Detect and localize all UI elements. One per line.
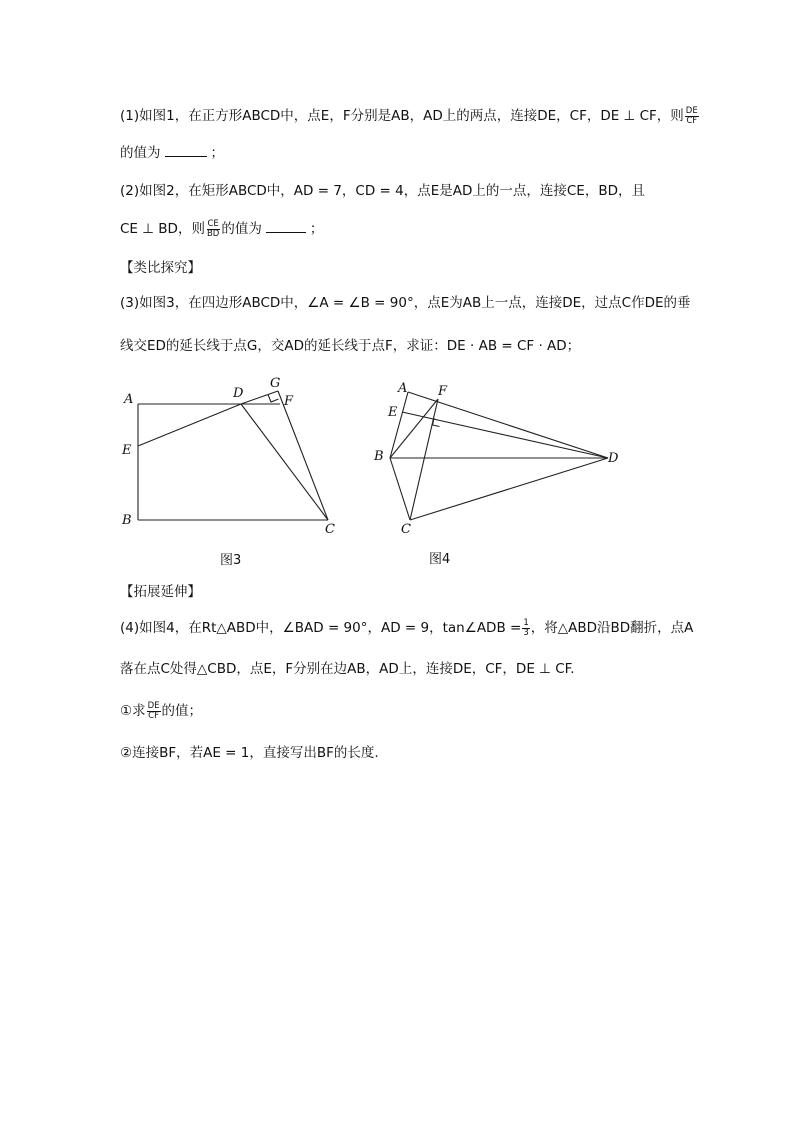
segment-ED xyxy=(138,404,241,446)
label-E: E xyxy=(388,405,398,420)
label-B: B xyxy=(374,449,384,464)
segment-BC xyxy=(390,458,410,520)
label-G: G xyxy=(270,376,281,391)
section-heading-extension: 【拓展延伸】 xyxy=(120,584,201,600)
label-F: F xyxy=(284,394,294,409)
q1-line1 xyxy=(120,106,700,126)
figure-4 xyxy=(370,372,640,537)
segment-DC xyxy=(241,404,328,520)
section-heading-analogy: 【类比探究】 xyxy=(120,260,201,276)
label-B: B xyxy=(122,513,132,528)
answer-blank[interactable] xyxy=(266,220,306,233)
q3-line2: 线交ED的延长线于点G，交AD的延长线于点F，求证：DE · AB = CF · AD； xyxy=(120,338,581,354)
answer-blank[interactable] xyxy=(165,144,207,157)
q3-line1: (3)如图3，在四边形ABCD中，∠A = ∠B = 90°，点E为AB上一点，连接DE，过点C作DE的垂 xyxy=(120,295,691,311)
label-A: A xyxy=(124,392,134,407)
q4-sub2: ②连接BF，若AE = 1，直接写出BF的长度. xyxy=(120,745,379,761)
segment-CD xyxy=(410,458,608,520)
right-angle-mark xyxy=(268,395,279,403)
segment-DG xyxy=(241,391,278,404)
figure-3 xyxy=(118,376,348,536)
q1-line2: 的值为 ； xyxy=(120,145,224,161)
label-C: C xyxy=(325,522,335,536)
q4-line2: 落在点C处得△CBD，点E，F分别在边AB，AD上，连接DE，CF，DE ⊥ CF. xyxy=(120,661,575,677)
label-C: C xyxy=(401,522,411,537)
q4-line1: (4)如图4，在Rt△ABD中，∠BAD = 90°，AD = 9，tan∠ADB = $\frac{1}{3}$ ，将△ABD沿BD翻折，点A xyxy=(120,617,694,638)
segment-AD xyxy=(408,392,608,458)
label-A: A xyxy=(398,381,408,396)
segment-AB xyxy=(390,392,408,458)
q2-line1 xyxy=(120,181,645,201)
q2-fraction: $\frac{CE}{BD}$ xyxy=(206,218,220,239)
label-D: D xyxy=(608,451,619,466)
q1-text: (1)如图1，在正方形ABCD中，点E，F分别是AB，AD上的两点，连接DE，CF，DE ⊥ CF，则 xyxy=(120,108,684,124)
q2-line2: CE ⊥ BD，则 $\frac{CE}{BD}$ 的值为 ； xyxy=(120,218,324,239)
label-D: D xyxy=(233,386,244,401)
figure-4-caption: 图4 xyxy=(429,552,451,567)
label-F: F xyxy=(438,384,448,399)
tan-fraction: $\frac{1}{3}$ xyxy=(523,617,529,638)
q2-text: (2)如图2，在矩形ABCD中，AD = 7，CD = 4，点E是AD上的一点，连接CE，BD，且 xyxy=(120,183,645,199)
q1-fraction: $\frac{DE}{CF}$ xyxy=(685,105,698,126)
q4-sub1: ①求 $\frac{DE}{CF}$ 的值； xyxy=(120,700,203,721)
q4-sub1-fraction: $\frac{DE}{CF}$ xyxy=(147,700,160,721)
figure-3-caption: 图3 xyxy=(220,553,242,568)
segment-GC xyxy=(278,391,328,520)
label-E: E xyxy=(122,443,132,458)
